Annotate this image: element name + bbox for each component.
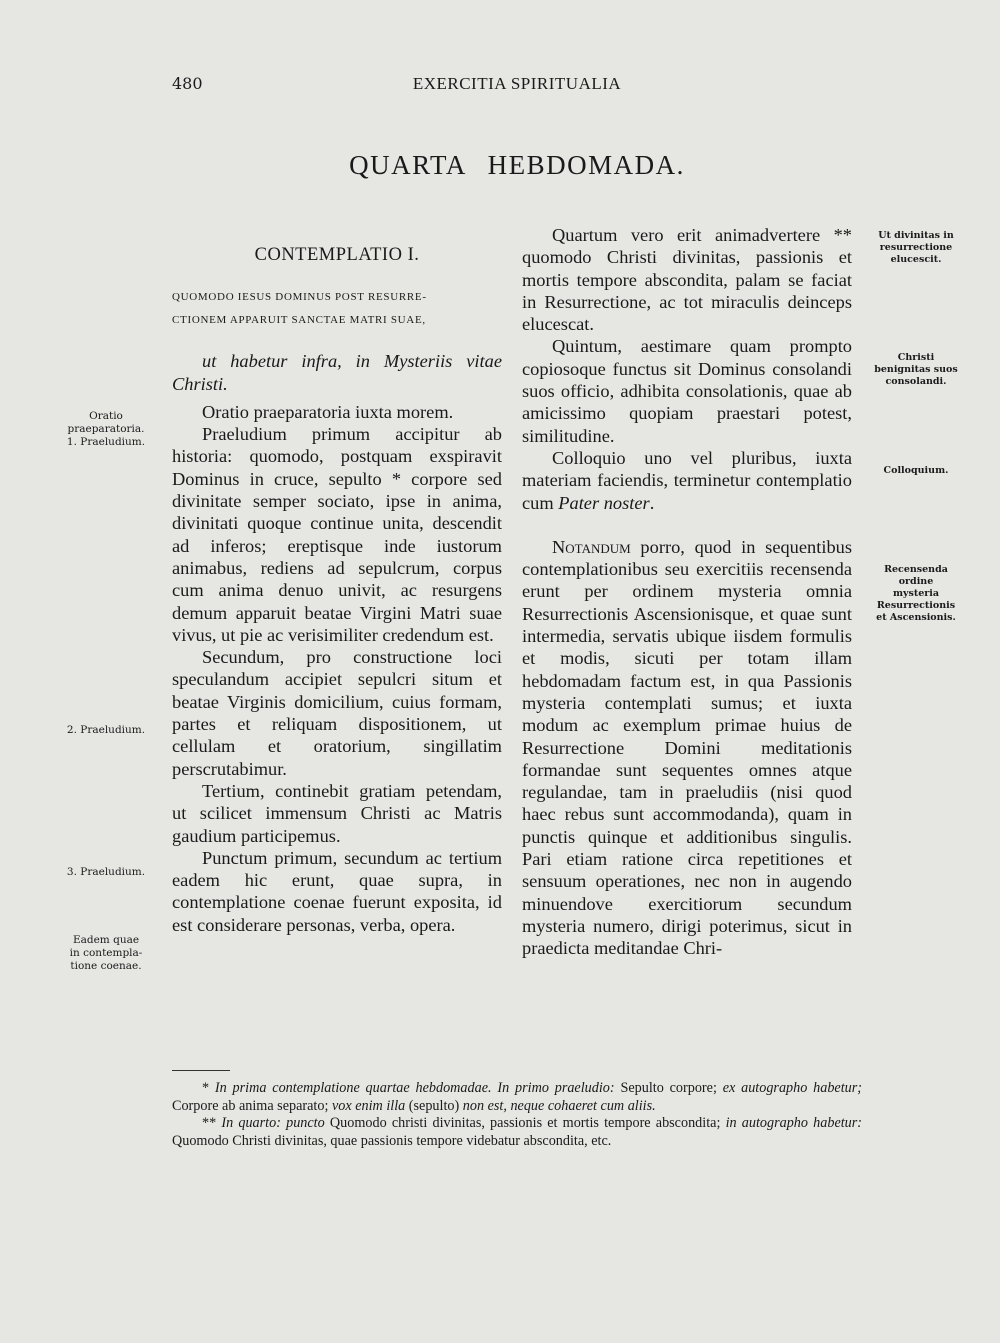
pater-noster: Pater noster	[558, 492, 650, 513]
footnote-text: Quomodo christi divinitas, passionis et mortis tempore abscondita;	[324, 1115, 726, 1131]
paragraph-quartum: Quartum vero erit animadvertere ** quomodo Christi divinitas, passionis et mortis tempore abscondita, palam se faciat in Resurrectione, ac tot miraculis deinceps elucescat.	[522, 225, 852, 335]
margin-note-line: Resurrectionis	[876, 600, 956, 611]
margin-note-line: consolandi.	[885, 376, 947, 387]
footnote-italic: ex autographo habetur;	[722, 1080, 863, 1096]
margin-note-benignitas	[866, 352, 966, 388]
footnote-rule	[172, 1070, 230, 1071]
margin-note-line: resurrectione	[879, 242, 953, 253]
running-title: EXERCITIA SPIRITUALIA	[412, 74, 622, 93]
colloquio-text: Colloquio uno vel pluribus, iuxta materiam faciendis, terminetur contemplatio cum	[522, 447, 852, 513]
colloquio-end: .	[649, 492, 655, 513]
footnote-italic: vox enim illa	[331, 1097, 406, 1114]
footnote-italic: in autographo habetur:	[725, 1115, 863, 1131]
subtitle-italic: ut habetur infra, in Mysteriis vitae Christi.	[172, 351, 502, 394]
margin-note-eadem	[50, 934, 162, 973]
contemplatio-subtitle	[172, 286, 502, 332]
margin-note-line: Ut divinitas in	[878, 230, 954, 241]
margin-note-line: benignitas suos	[874, 364, 958, 375]
footnote-1	[172, 1080, 862, 1115]
notandum-lead: Notandum	[552, 536, 631, 557]
subtitle-line-1: QUOMODO IESUS DOMINUS POST RESURRE-	[172, 291, 427, 304]
margin-note-praeludium-3: 3. Praeludium.	[66, 866, 146, 878]
paragraph-colloquio	[522, 447, 852, 514]
margin-note-praeludium-2: 2. Praeludium.	[66, 724, 146, 736]
footnote-marker: **	[202, 1115, 222, 1131]
paragraph-praeludium-2: Secundum, pro constructione loci speculandum accipiet sepulcri situm et beatae Virginis domicilium, cuius formam, partes et reliquam dispositionem, ut cellulam et oratorium, singillatim perscrutabimur.	[172, 647, 502, 779]
footnote-marker: *	[202, 1080, 215, 1096]
left-column	[172, 224, 502, 936]
footnote-text: Quomodo Christi divinitas, quae passionis tempore videbatur abscondita, etc.	[172, 1132, 612, 1149]
footnote-italic: non est, neque cohaeret cum aliis.	[462, 1097, 656, 1114]
margin-note-line: Oratio	[89, 410, 123, 422]
footnote-text: Sepulto corpore;	[614, 1080, 723, 1096]
spacer	[522, 514, 852, 536]
margin-note-line: tione coenae.	[70, 960, 142, 972]
margin-note-line: Eadem quae	[72, 934, 140, 946]
right-column	[522, 224, 852, 960]
paragraph-notandum	[522, 536, 852, 960]
footnote-2	[172, 1115, 862, 1150]
footnote-italic: In prima contemplatione quartae hebdomadae. In primo praeludio:	[214, 1080, 615, 1096]
paragraph-praeludium-1: Praeludium primum accipitur ab historia: quomodo, postquam exspiravit Dominus in cruce, sepulto * corpore sed divinitate semper sociato, ipse in anima, divinitati quoque continue unita, descendit ad inferos; ereptisque inde iustorum animabus, rediens ad sepulcrum, corpus cum anima denuo univit, ac resurgens demum apparuit beatae Virgini Matri suae vivus, ut pie ac verisimiliter credendum est.	[172, 424, 502, 645]
footnote-text: Corpore ab anima separato;	[172, 1097, 332, 1114]
paragraph-quintum: Quintum, aestimare quam prompto copiosoque functus sit Dominus consolandi suos officio, adhibita consolationis, quae ab amicissimo quopiam praestari potest, similitudine.	[522, 336, 852, 446]
margin-note-line: Recensenda	[884, 564, 948, 575]
notandum-text: porro, quod in sequentibus contemplationibus seu exercitiis recensenda erunt per ordinem mysteria omnia Resurrectionis Ascensionisque, et quae sunt intermedia, servatis ubique iisdem formulis et modis, sicuti per totam illam hebdomadam factum est, in qua Passionis mysteria contemplati sumus; et iuxta modum ac exemplum primae huius de Resurrectione Domini meditationis formandae sunt sequentes omnes atque regulandae, tam in praeludiis (nisi quod haec rebus sunt accommodanda), quam in punctis quinque et additionibus singulis. Pari etiam ratione circa repetitiones et sensuum operationes, nec non in augendo minuendove exercitiorum secundum mysteria numero, dirigi poterimus, sicut in praedicta meditandae Chri-	[522, 536, 852, 959]
footnote-text: (sepulto)	[405, 1097, 463, 1114]
margin-note-line: in contempla-	[69, 947, 143, 959]
section-title: QUARTA HEBDOMADA.	[349, 150, 685, 180]
margin-note-line: Christi	[897, 352, 935, 363]
paragraph-punctum: Punctum primum, secundum ac tertium eadem hic erunt, quae supra, in contemplatione coenae fuerunt exposita, id est considerare personas, verba, opera.	[172, 847, 502, 935]
margin-note-colloquium: Colloquium.	[883, 465, 949, 476]
page-number: 480	[172, 74, 203, 93]
margin-note-line: elucescit.	[890, 254, 942, 265]
paragraph-oratio: Oratio praeparatoria iuxta morem.	[202, 401, 454, 422]
paragraph-praeludium-3: Tertium, continebit gratiam petendam, ut scilicet immensum Christi ac Matris gaudium participemus.	[172, 780, 502, 846]
subtitle-line-2: CTIONEM APPARUIT SANCTAE MATRI SUAE,	[172, 314, 426, 327]
margin-note-line: mysteria	[892, 588, 940, 599]
margin-note-line: et Ascensionis.	[876, 612, 956, 623]
margin-note-oratio	[50, 410, 162, 449]
footnotes	[172, 1080, 862, 1150]
contemplatio-heading: CONTEMPLATIO I.	[254, 245, 420, 265]
margin-note-line: 1. Praeludium.	[66, 436, 146, 448]
footnote-italic: In quarto: puncto	[221, 1115, 325, 1131]
margin-note-line: ordine	[898, 576, 934, 587]
margin-note-recensenda	[866, 564, 966, 624]
margin-note-divinitas	[866, 230, 966, 266]
margin-note-line: praeparatoria.	[67, 423, 145, 435]
